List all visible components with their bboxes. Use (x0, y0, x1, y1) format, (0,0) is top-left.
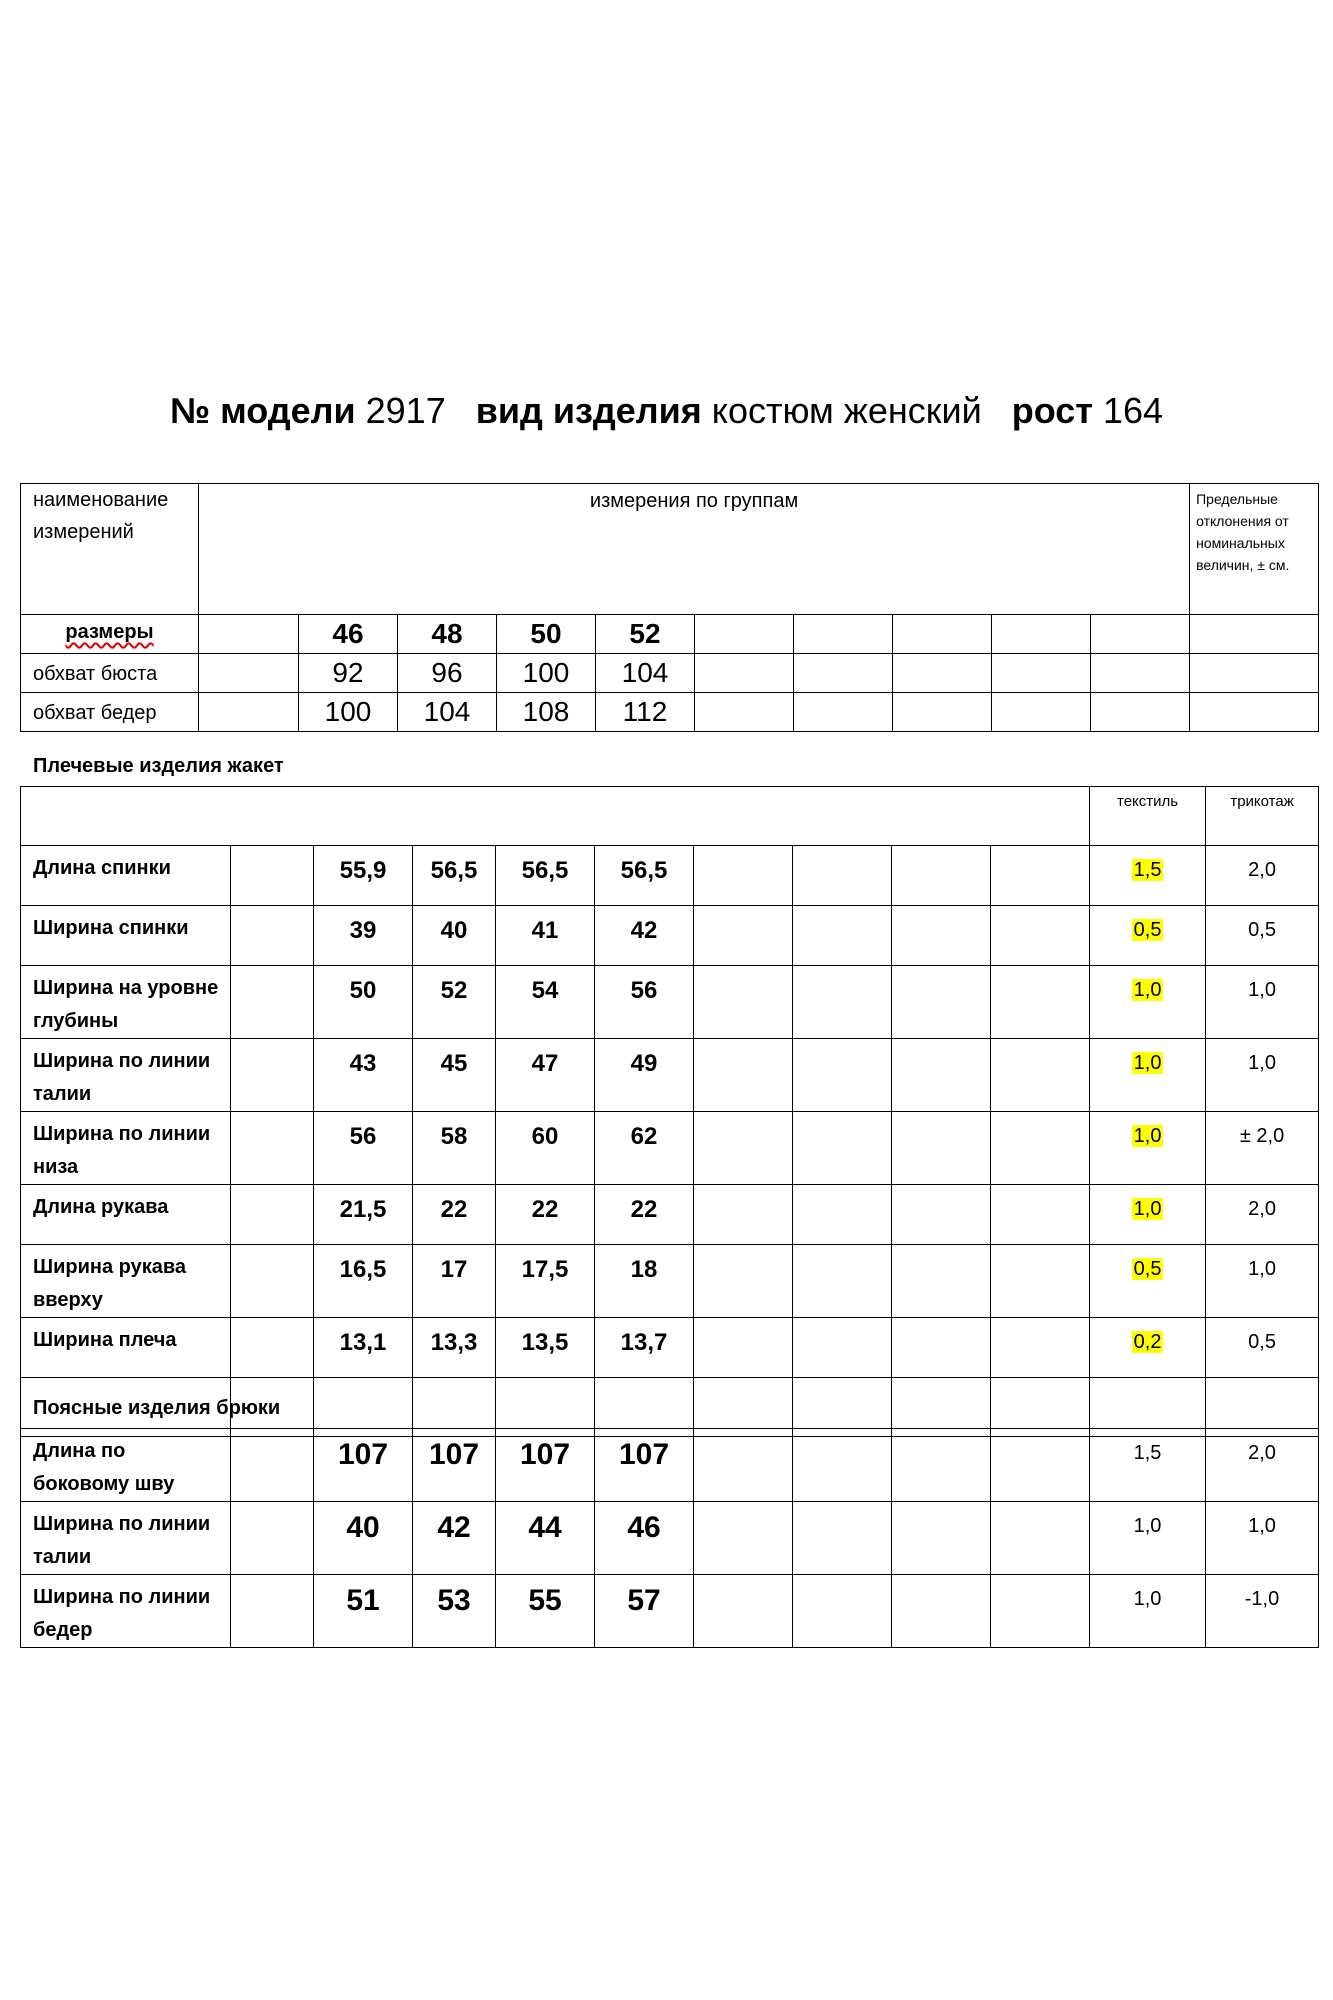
trousers-row (21, 1575, 1319, 1648)
col-name-header: наименование измерений (21, 484, 199, 615)
height-value: 164 (1102, 390, 1164, 431)
trousers-value-cell: 51 (314, 1575, 413, 1648)
jacket-value-cell: 18 (595, 1245, 694, 1318)
type-label: вид изделия (475, 390, 702, 431)
jacket-knit-tolerance: 0,5 (1206, 1318, 1319, 1378)
trousers-row-label: Ширина по линии бедер (21, 1575, 231, 1648)
jacket-knit-tolerance: 2,0 (1206, 846, 1319, 906)
trousers-value-cell: 53 (413, 1575, 496, 1648)
trousers-knit-tolerance: 1,0 (1206, 1502, 1319, 1575)
trousers-row-label: Ширина по линии талии (21, 1502, 231, 1575)
jacket-value-cell: 47 (496, 1039, 595, 1112)
jacket-row-label: Ширина спинки (21, 906, 231, 966)
jacket-value-cell: 22 (595, 1185, 694, 1245)
jacket-textile-tolerance: 1,5 (1090, 846, 1206, 906)
type-value: костюм женский (711, 390, 982, 431)
hip-cell: 104 (398, 693, 497, 732)
jacket-value-cell: 58 (413, 1112, 496, 1185)
bust-row-label: обхват бюста (21, 654, 199, 693)
trousers-row (21, 1502, 1319, 1575)
hip-row-label: обхват бедер (21, 693, 199, 732)
trousers-value-cell: 107 (595, 1429, 694, 1502)
knit-header: трикотаж (1206, 787, 1319, 846)
size-cell: 48 (398, 615, 497, 654)
trousers-row (21, 1429, 1319, 1502)
jacket-row-label: Длина рукава (21, 1185, 231, 1245)
trousers-knit-tolerance: -1,0 (1206, 1575, 1319, 1648)
size-cell: 52 (596, 615, 695, 654)
jacket-value-cell: 39 (314, 906, 413, 966)
trousers-value-cell: 107 (496, 1429, 595, 1502)
bust-cell: 104 (596, 654, 695, 693)
sizes-table (20, 483, 1319, 732)
jacket-value-cell: 22 (496, 1185, 595, 1245)
jacket-value-cell: 13,1 (314, 1318, 413, 1378)
trousers-knit-tolerance: 2,0 (1206, 1429, 1319, 1502)
jacket-value-cell: 62 (595, 1112, 694, 1185)
jacket-value-cell: 16,5 (314, 1245, 413, 1318)
jacket-section-title: Плечевые изделия жакет (33, 755, 284, 777)
trousers-textile-tolerance: 1,0 (1090, 1502, 1206, 1575)
jacket-value-cell: 56,5 (496, 846, 595, 906)
jacket-value-cell: 42 (595, 906, 694, 966)
jacket-value-cell: 17,5 (496, 1245, 595, 1318)
jacket-row-label: Ширина по линии талии (21, 1039, 231, 1112)
jacket-value-cell: 17 (413, 1245, 496, 1318)
jacket-row-label: Длина спинки (21, 846, 231, 906)
trousers-value-cell: 42 (413, 1502, 496, 1575)
jacket-value-cell: 21,5 (314, 1185, 413, 1245)
jacket-knit-tolerance: 1,0 (1206, 1245, 1319, 1318)
jacket-knit-tolerance: 1,0 (1206, 966, 1319, 1039)
jacket-value-cell: 56,5 (595, 846, 694, 906)
jacket-value-cell: 45 (413, 1039, 496, 1112)
jacket-value-cell: 56 (314, 1112, 413, 1185)
model-label: № модели (169, 390, 356, 431)
trousers-textile-tolerance: 1,5 (1090, 1429, 1206, 1502)
jacket-row (21, 966, 1319, 1039)
trousers-row-label: Длина по боковому шву (21, 1429, 231, 1502)
jacket-textile-tolerance: 0,2 (1090, 1318, 1206, 1378)
jacket-value-cell: 13,3 (413, 1318, 496, 1378)
trousers-value-cell: 44 (496, 1502, 595, 1575)
trousers-value-cell: 55 (496, 1575, 595, 1648)
size-cell: 46 (299, 615, 398, 654)
bust-cell: 92 (299, 654, 398, 693)
tolerance-header: Предельные отклонения от номинальных величин, ± см. (1190, 484, 1319, 615)
jacket-textile-tolerance: 1,0 (1090, 1185, 1206, 1245)
trousers-value-cell: 107 (413, 1429, 496, 1502)
trousers-value-cell: 46 (595, 1502, 694, 1575)
trousers-section-title: Поясные изделия брюки (33, 1397, 281, 1419)
trousers-table (20, 1428, 1319, 1648)
jacket-value-cell: 13,5 (496, 1318, 595, 1378)
hip-cell: 112 (596, 693, 695, 732)
jacket-value-cell: 56 (595, 966, 694, 1039)
jacket-table (20, 786, 1319, 1437)
bust-cell: 96 (398, 654, 497, 693)
jacket-value-cell: 49 (595, 1039, 694, 1112)
group-header: измерения по группам (199, 484, 1190, 615)
jacket-textile-tolerance: 1,0 (1090, 966, 1206, 1039)
jacket-row-label: Ширина на уровне глубины (21, 966, 231, 1039)
jacket-textile-tolerance: 1,0 (1090, 1112, 1206, 1185)
trousers-textile-tolerance: 1,0 (1090, 1575, 1206, 1648)
jacket-value-cell: 55,9 (314, 846, 413, 906)
jacket-value-cell: 54 (496, 966, 595, 1039)
hip-cell: 100 (299, 693, 398, 732)
trousers-value-cell: 40 (314, 1502, 413, 1575)
jacket-value-cell: 43 (314, 1039, 413, 1112)
jacket-textile-tolerance: 1,0 (1090, 1039, 1206, 1112)
jacket-value-cell: 41 (496, 906, 595, 966)
jacket-value-cell: 52 (413, 966, 496, 1039)
jacket-value-cell: 56,5 (413, 846, 496, 906)
jacket-row (21, 1245, 1319, 1318)
jacket-row (21, 906, 1319, 966)
jacket-row (21, 846, 1319, 906)
jacket-row (21, 1112, 1319, 1185)
size-cell: 50 (497, 615, 596, 654)
trousers-value-cell: 57 (595, 1575, 694, 1648)
jacket-row-label: Ширина по линии низа (21, 1112, 231, 1185)
jacket-knit-tolerance: 0,5 (1206, 906, 1319, 966)
jacket-value-cell: 50 (314, 966, 413, 1039)
hip-cell: 108 (497, 693, 596, 732)
trousers-value-cell: 107 (314, 1429, 413, 1502)
jacket-row (21, 1185, 1319, 1245)
height-label: рост (1011, 390, 1093, 431)
jacket-value-cell: 40 (413, 906, 496, 966)
page-title (0, 390, 1333, 432)
jacket-row-label: Ширина плеча (21, 1318, 231, 1378)
jacket-row-label: Ширина рукава вверху (21, 1245, 231, 1318)
textile-header: текстиль (1090, 787, 1206, 846)
sizes-row-label: размеры (21, 615, 199, 654)
bust-cell: 100 (497, 654, 596, 693)
model-value: 2917 (365, 390, 446, 431)
jacket-row (21, 1039, 1319, 1112)
jacket-knit-tolerance: ± 2,0 (1206, 1112, 1319, 1185)
jacket-row (21, 1318, 1319, 1378)
jacket-value-cell: 22 (413, 1185, 496, 1245)
jacket-value-cell: 60 (496, 1112, 595, 1185)
jacket-textile-tolerance: 0,5 (1090, 906, 1206, 966)
jacket-value-cell: 13,7 (595, 1318, 694, 1378)
jacket-textile-tolerance: 0,5 (1090, 1245, 1206, 1318)
jacket-knit-tolerance: 2,0 (1206, 1185, 1319, 1245)
jacket-knit-tolerance: 1,0 (1206, 1039, 1319, 1112)
